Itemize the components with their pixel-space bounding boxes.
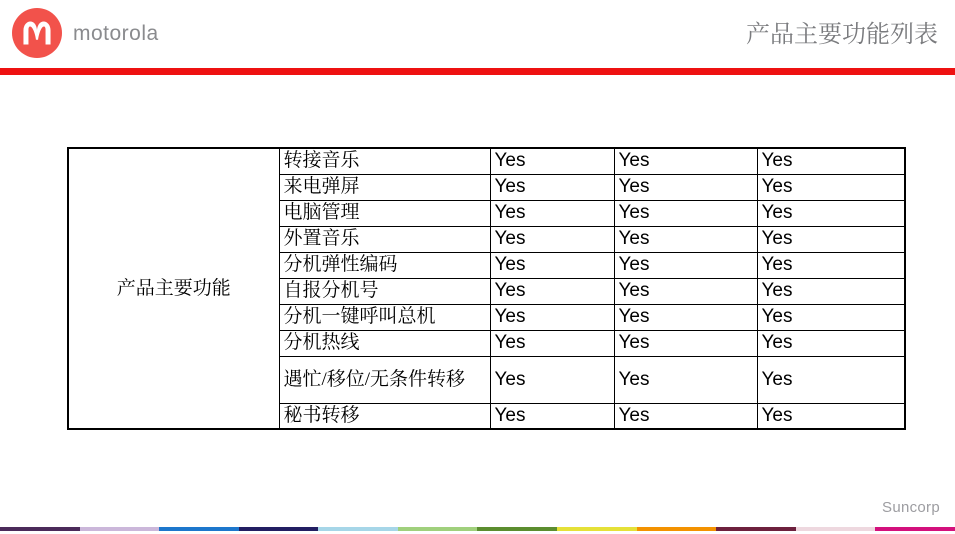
feature-cell: 分机热线 (279, 330, 490, 356)
feature-cell: 分机一键呼叫总机 (279, 304, 490, 330)
header-divider (0, 68, 955, 75)
value-cell: Yes (614, 403, 757, 429)
table-row (68, 148, 905, 174)
stripe-segment (796, 527, 876, 531)
stripe-segment (557, 527, 637, 531)
feature-cell: 电脑管理 (279, 200, 490, 226)
feature-cell: 转接音乐 (279, 148, 490, 174)
value-cell: Yes (614, 200, 757, 226)
value-cell: Yes (490, 226, 614, 252)
value-cell: Yes (490, 200, 614, 226)
page-title: 产品主要功能列表 (746, 21, 938, 48)
suncorp-logo: Suncorp (882, 499, 940, 516)
stripe-segment (398, 527, 478, 531)
value-cell: Yes (757, 226, 905, 252)
value-cell: Yes (614, 148, 757, 174)
value-cell: Yes (757, 330, 905, 356)
feature-cell: 自报分机号 (279, 278, 490, 304)
stripe-segment (159, 527, 239, 531)
value-cell: Yes (490, 148, 614, 174)
stripe-segment (875, 527, 955, 531)
value-cell: Yes (614, 330, 757, 356)
value-cell: Yes (614, 252, 757, 278)
value-cell: Yes (757, 148, 905, 174)
value-cell: Yes (614, 226, 757, 252)
value-cell: Yes (757, 278, 905, 304)
brand-wordmark: motorola (73, 22, 159, 45)
value-cell: Yes (490, 252, 614, 278)
value-cell: Yes (757, 304, 905, 330)
feature-cell: 来电弹屏 (279, 174, 490, 200)
value-cell: Yes (757, 174, 905, 200)
value-cell: Yes (490, 403, 614, 429)
stripe-segment (477, 527, 557, 531)
stripe-segment (0, 527, 80, 531)
value-cell: Yes (757, 200, 905, 226)
stripe-segment (80, 527, 160, 531)
stripe-segment (637, 527, 717, 531)
feature-cell: 分机弹性编码 (279, 252, 490, 278)
value-cell: Yes (490, 330, 614, 356)
value-cell: Yes (757, 252, 905, 278)
feature-cell: 外置音乐 (279, 226, 490, 252)
value-cell: Yes (490, 356, 614, 403)
motorola-logo-icon (12, 8, 62, 58)
footer-stripe (0, 527, 955, 531)
value-cell: Yes (490, 174, 614, 200)
value-cell: Yes (490, 304, 614, 330)
feature-cell: 遇忙/移位/无条件转移 (279, 356, 490, 403)
stripe-segment (239, 527, 319, 531)
value-cell: Yes (614, 174, 757, 200)
value-cell: Yes (614, 356, 757, 403)
value-cell: Yes (614, 304, 757, 330)
value-cell: Yes (614, 278, 757, 304)
group-label-cell: 产品主要功能 (68, 148, 279, 429)
value-cell: Yes (490, 278, 614, 304)
features-table (67, 147, 906, 430)
stripe-segment (716, 527, 796, 531)
value-cell: Yes (757, 356, 905, 403)
stripe-segment (318, 527, 398, 531)
feature-cell: 秘书转移 (279, 403, 490, 429)
value-cell: Yes (757, 403, 905, 429)
